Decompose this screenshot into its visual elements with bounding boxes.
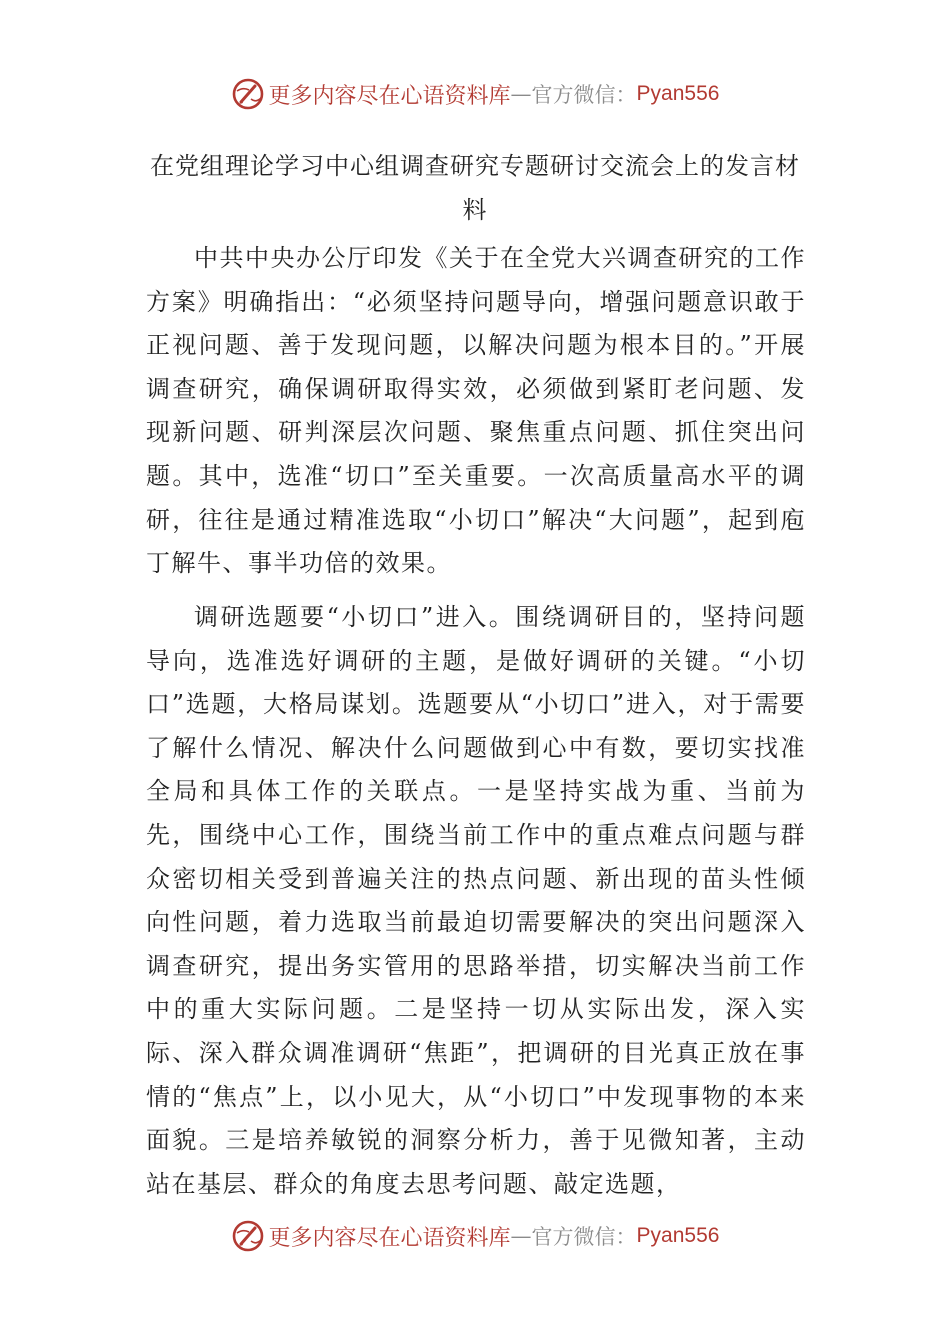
document-title: 在党组理论学习中心组调查研究专题研讨交流会上的发言材料: [150, 152, 800, 224]
footer-banner: [0, 1214, 950, 1258]
banner-dash: —: [510, 82, 532, 106]
banner-sub-text: 官方微信：: [531, 1225, 637, 1249]
banner-wechat-id: Pyan556: [636, 1224, 720, 1247]
pen-logo-icon: [231, 1219, 265, 1253]
pen-logo-icon: [231, 77, 265, 111]
body-paragraph-1: 中共中央办公厅印发《关于在全党大兴调查研究的工作方案》明确指出：“必须坚持问题导向，增强问题意识敢于正视问题、善于发现问题，以解决问题为根本目的。”开展调查研究，确保调研取得实效，必须做到紧盯老问题、发现新问题、研判深层次问题、聚焦重点问题、抓住突出问题。其中，选准“切口”至关重要。一次高质量高水平的调研，往往是通过精准选取“小切口”解决“大问题”，起到庖丁解牛、事半功倍的效果。: [146, 244, 806, 578]
banner-main-text: 更多内容尽在心语资料库: [268, 83, 511, 109]
banner-sub-text: 官方微信：: [531, 83, 637, 107]
body-paragraph-2: 调研选题要“小切口”进入。围绕调研目的，坚持问题导向，选准选好调研的主题，是做好调研的关键。“小切口”选题，大格局谋划。选题要从“小切口”进入，对于需要了解什么情况、解决什么问题做到心中有数，要切实找准全局和具体工作的关联点。一是坚持实战为重、当前为先，围绕中心工作，围绕当前工作中的重点难点问题与群众密切相关受到普遍关注的热点问题、新出现的苗头性倾向性问题，着力选取当前最迫切需要解决的突出问题深入调查研究，提出务实管用的思路举措，切实解决当前工作中的重大实际问题。二是坚持一切从实际出发，深入实际、深入群众调准调研“焦距”，把调研的目光真正放在事情的“焦点”上，以小见大，从“小切口”中发现事物的本来面貌。三是培养敏锐的洞察分析力，善于见微知著，主动站在基层、群众的角度去思考问题、敲定选题，: [146, 603, 806, 1198]
header-banner: [0, 72, 950, 116]
banner-wechat-id: Pyan556: [636, 82, 720, 105]
banner-dash: —: [510, 1224, 532, 1248]
banner-main-text: 更多内容尽在心语资料库: [268, 1225, 511, 1251]
